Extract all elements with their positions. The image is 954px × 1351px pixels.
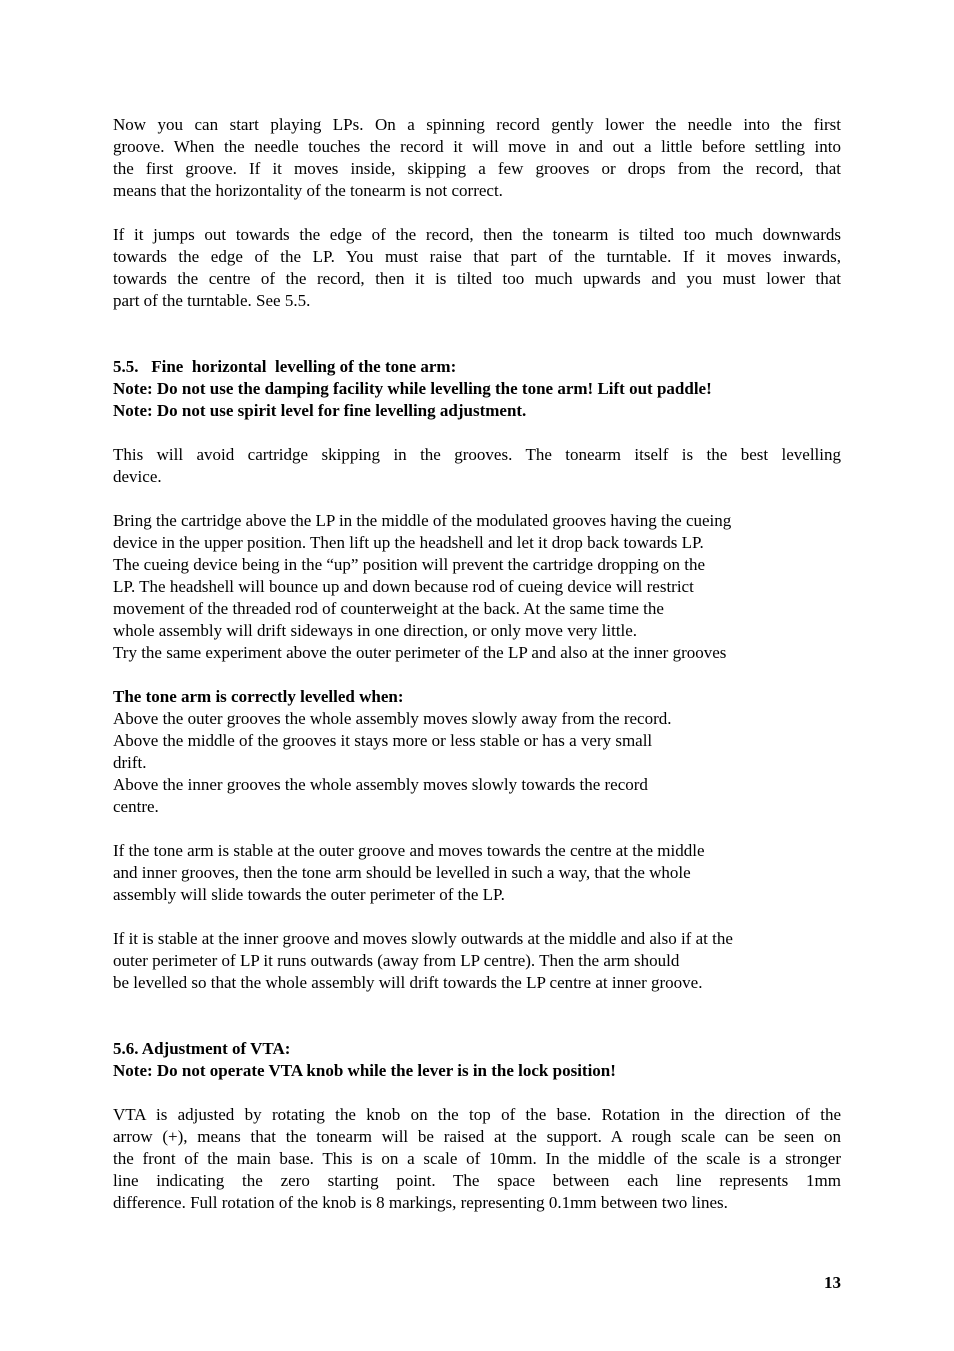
text-line: device in the upper position. Then lift up the headshell and let it drop back towards LP. xyxy=(113,533,704,552)
section-5-5-paragraph-4 xyxy=(113,928,841,994)
section-5-5-paragraph-1 xyxy=(113,444,841,488)
note-vta-lock: Note: Do not operate VTA knob while the lever is in the lock position! xyxy=(113,1061,616,1080)
text-line: Above the inner grooves the whole assembly moves slowly towards the record xyxy=(113,775,648,794)
text-line: If it jumps out towards the edge of the record, then the tonearm is tilted too much downwards xyxy=(113,225,841,244)
text-line: device. xyxy=(113,467,162,486)
text-line: towards the edge of the LP. You must raise that part of the turntable. If it moves inwards, xyxy=(113,247,841,266)
text-line: Bring the cartridge above the LP in the middle of the modulated grooves having the cueing xyxy=(113,511,732,530)
text-line: the first groove. If it moves inside, skipping a few grooves or drops from the record, that xyxy=(113,159,841,178)
text-line: This will avoid cartridge skipping in the grooves. The tonearm itself is the best levelling xyxy=(113,445,841,464)
text-line: Now you can start playing LPs. On a spinning record gently lower the needle into the first xyxy=(113,115,841,134)
text-line: If the tone arm is stable at the outer groove and moves towards the centre at the middle xyxy=(113,841,705,860)
text-line: outer perimeter of LP it runs outwards (away from LP centre). Then the arm should xyxy=(113,951,680,970)
text-line: groove. When the needle touches the record it will move in and out a little before settling into xyxy=(113,137,841,156)
text-line: movement of the threaded rod of counterweight at the back. At the same time the xyxy=(113,599,664,618)
intro-paragraph-1 xyxy=(113,114,841,202)
section-5-5-heading xyxy=(113,356,841,422)
document-page xyxy=(113,114,841,1214)
text-line: assembly will slide towards the outer perimeter of the LP. xyxy=(113,885,505,904)
text-line: centre. xyxy=(113,797,159,816)
section-5-5-paragraph-3 xyxy=(113,840,841,906)
text-line: be levelled so that the whole assembly will drift towards the LP centre at inner groove. xyxy=(113,973,703,992)
text-line: the front of the main base. This is on a scale of 10mm. In the middle of the scale is a stronger xyxy=(113,1149,841,1168)
text-line: If it is stable at the inner groove and moves slowly outwards at the middle and also if at the xyxy=(113,929,733,948)
text-line: arrow (+), means that the tonearm will be raised at the support. A rough scale can be seen on xyxy=(113,1127,841,1146)
text-line: difference. Full rotation of the knob is 8 markings, representing 0.1mm between two lines. xyxy=(113,1193,728,1212)
note-spirit-level: Note: Do not use spirit level for fine levelling adjustment. xyxy=(113,401,527,420)
text-line: means that the horizontality of the tonearm is not correct. xyxy=(113,181,503,200)
section-5-6-heading xyxy=(113,1038,841,1082)
text-line: drift. xyxy=(113,753,147,772)
text-line: Try the same experiment above the outer perimeter of the LP and also at the inner grooves xyxy=(113,643,727,662)
text-line: LP. The headshell will bounce up and down because rod of cueing device will restrict xyxy=(113,577,694,596)
text-line: whole assembly will drift sideways in one direction, or only move very little. xyxy=(113,621,638,640)
text-line: towards the centre of the record, then it is tilted too much upwards and you must lower that xyxy=(113,269,841,288)
text-line: part of the turntable. See 5.5. xyxy=(113,291,311,310)
correctly-levelled-heading: The tone arm is correctly levelled when: xyxy=(113,687,404,706)
page-number: 13 xyxy=(824,1273,841,1292)
note-damping: Note: Do not use the damping facility while levelling the tone arm! Lift out paddle! xyxy=(113,379,712,398)
text-line: VTA is adjusted by rotating the knob on the top of the base. Rotation in the direction of the xyxy=(113,1105,841,1124)
text-line: Above the outer grooves the whole assembly moves slowly away from the record. xyxy=(113,709,672,728)
text-line: The cueing device being in the “up” position will prevent the cartridge dropping on the xyxy=(113,555,705,574)
section-5-6-paragraph-1 xyxy=(113,1104,841,1214)
heading-text: 5.5. Fine horizontal levelling of the tone arm: xyxy=(113,357,457,376)
text-line: and inner grooves, then the tone arm should be levelled in such a way, that the whole xyxy=(113,863,691,882)
correctly-levelled-block xyxy=(113,686,841,818)
text-line: Above the middle of the grooves it stays more or less stable or has a very small xyxy=(113,731,653,750)
text-line: line indicating the zero starting point. The space between each line represents 1mm xyxy=(113,1171,841,1190)
section-5-5-paragraph-2 xyxy=(113,510,841,664)
heading-text: 5.6. Adjustment of VTA: xyxy=(113,1039,291,1058)
intro-paragraph-2 xyxy=(113,224,841,312)
